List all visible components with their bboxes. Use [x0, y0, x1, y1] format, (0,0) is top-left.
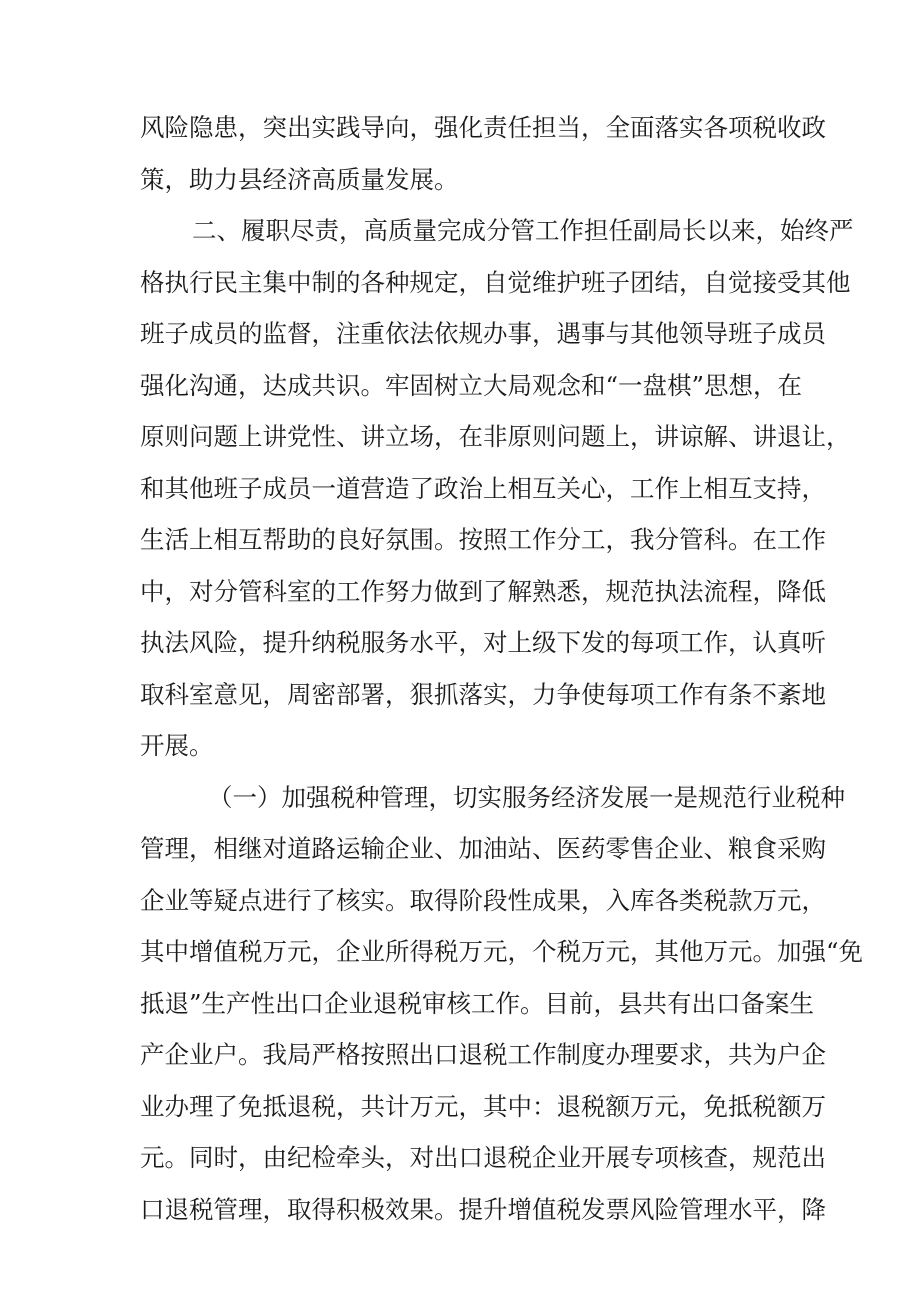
text-line: 开展。 — [140, 731, 214, 760]
text-line: 口退税管理，取得积极效果。提升增值税发票风险管理水平，降 — [140, 1194, 826, 1224]
text-line: 业办理了免抵退税，共计万元，其中：退税额万元，免抵税额万 — [140, 1091, 826, 1121]
text-line: 格执行民主集中制的各种规定，自觉维护班子团结，自觉接受其他 — [140, 267, 851, 297]
text-line: 执法风险，提升纳税服务水平，对上级下发的每项工作，认真听 — [140, 628, 826, 657]
text-line: （一）加强税种管理，切实服务经济发展一是规范行业税种 — [208, 782, 845, 812]
document-body — [140, 102, 864, 1235]
text-line: 风险隐患，突出实践导向，强化责任担当，全面落实各项税收政 — [140, 113, 826, 142]
text-line: 其中增值税万元，企业所得税万元，个税万元，其他万元。加强“免 — [140, 937, 864, 966]
text-line: 企业等疑点进行了核实。取得阶段性成果，入库各类税款万元， — [140, 885, 826, 915]
text-line: 和其他班子成员一道营造了政治上相互关心，工作上相互支持， — [140, 473, 826, 503]
text-line: 班子成员的监督，注重依法依规办事，遇事与其他领导班子成员 — [140, 319, 826, 348]
text-line: 中，对分管科室的工作努力做到了解熟悉，规范执法流程，降低 — [140, 576, 826, 606]
text-line: 生活上相互帮助的良好氛围。按照工作分工，我分管科。在工作 — [140, 525, 826, 554]
text-line: 强化沟通，达成共识。牢固树立大局观念和“一盘棋”思想，在 — [140, 370, 803, 400]
text-line: 取科室意见，周密部署，狠抓落实，力争使每项工作有条不紊地 — [140, 679, 826, 709]
text-line: 抵退”生产性出口企业退税审核工作。目前，县共有出口备案生 — [140, 988, 815, 1018]
text-line: 原则问题上讲党性、讲立场，在非原则问题上，讲谅解、讲退让， — [140, 422, 851, 451]
text-line: 策，助力县经济高质量发展。 — [140, 164, 459, 194]
text-line: 元。同时，由纪检牵头，对出口退税企业开展专项核查，规范出 — [140, 1143, 826, 1172]
text-line: 产企业户。我局严格按照出口退税工作制度办理要求，共为户企 — [140, 1040, 826, 1069]
text-line: 管理，相继对道路运输企业、加油站、医药零售企业、粮食采购 — [140, 834, 826, 863]
text-line: 二、履职尽责，高质量完成分管工作担任副局长以来，始终严 — [192, 216, 854, 245]
